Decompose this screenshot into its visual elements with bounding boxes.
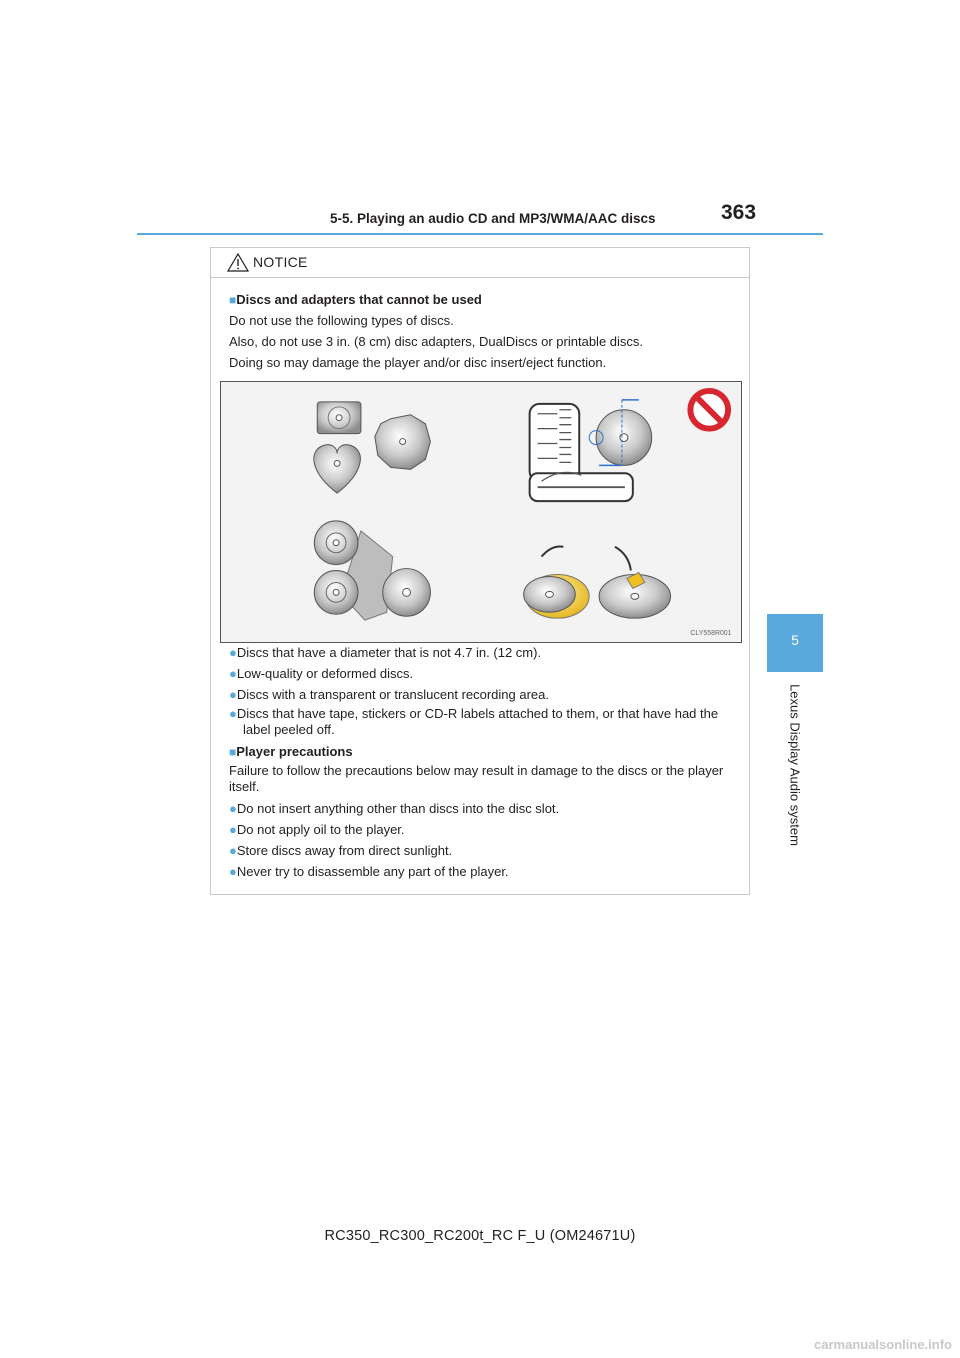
sticker-disc-icon [524,546,671,618]
disc-illustration-art [221,382,741,642]
round-bullet-icon: ● [229,864,237,879]
prohibition-icon [690,391,728,429]
discs-text-line: Doing so may damage the player and/or disc insert/eject function. [229,355,607,370]
round-bullet-icon: ● [229,822,237,837]
square-bullet-icon: ■ [229,293,237,307]
adapter-disc-icon [314,521,430,620]
round-bullet-icon: ● [229,645,237,660]
discs-text-line: Do not use the following types of discs. [229,313,454,328]
round-bullet-icon: ● [229,666,237,681]
disc-bullet: ●Discs with a transparent or translucent recording area. [229,687,550,702]
square-bullet-icon: ■ [229,745,237,759]
discs-text-line: Also, do not use 3 in. (8 cm) disc adapters, DualDiscs or printable discs. [229,334,644,349]
chapter-side-label: Lexus Display Audio system [787,684,803,846]
player-bullet: ●Do not apply oil to the player. [229,822,405,837]
square-disc-icon [317,402,361,434]
player-text: Failure to follow the precautions below may result in damage to the discs or the player itself. [229,763,724,794]
disc-illustration [220,381,742,643]
watermark: carmanualsonline.info [814,1337,952,1352]
round-bullet-icon: ● [229,801,237,816]
player-heading: ■Player precautions [229,744,353,759]
page-header [0,0,960,240]
disc-bullet: ●Low-quality or deformed discs. [229,666,414,681]
notice-label: NOTICE [253,254,308,270]
round-bullet-icon: ● [229,706,237,721]
player-bullet: ●Do not insert anything other than discs into the disc slot. [229,801,560,816]
notice-header [211,248,749,278]
disc-bullet: ●Discs that have tape, stickers or CD-R labels attached to them, or that have had the label peeled off. [229,706,719,737]
player-bullet: ●Store discs away from direct sunlight. [229,843,453,858]
illustration-code: CLY558R001 [690,630,732,638]
disc-edge-diagram-icon [530,400,652,501]
heart-disc-icon [314,445,361,494]
section-title: 5-5. Playing an audio CD and MP3/WMA/AAC discs [330,211,656,226]
chapter-tab: 5 [767,614,823,672]
model-code-footer: RC350_RC300_RC200t_RC F_U (OM24671U) [324,1228,636,1244]
polygon-disc-icon [375,415,431,470]
notice-box [210,247,750,895]
warning-triangle-icon [227,253,249,272]
header-rule [137,233,823,235]
discs-heading: ■Discs and adapters that cannot be used [229,292,482,307]
round-bullet-icon: ● [229,843,237,858]
disc-bullet: ●Discs that have a diameter that is not 4.7 in. (12 cm). [229,645,542,660]
page-number: 363 [721,201,757,224]
player-bullet: ●Never try to disassemble any part of the player. [229,864,509,879]
round-bullet-icon: ● [229,687,237,702]
